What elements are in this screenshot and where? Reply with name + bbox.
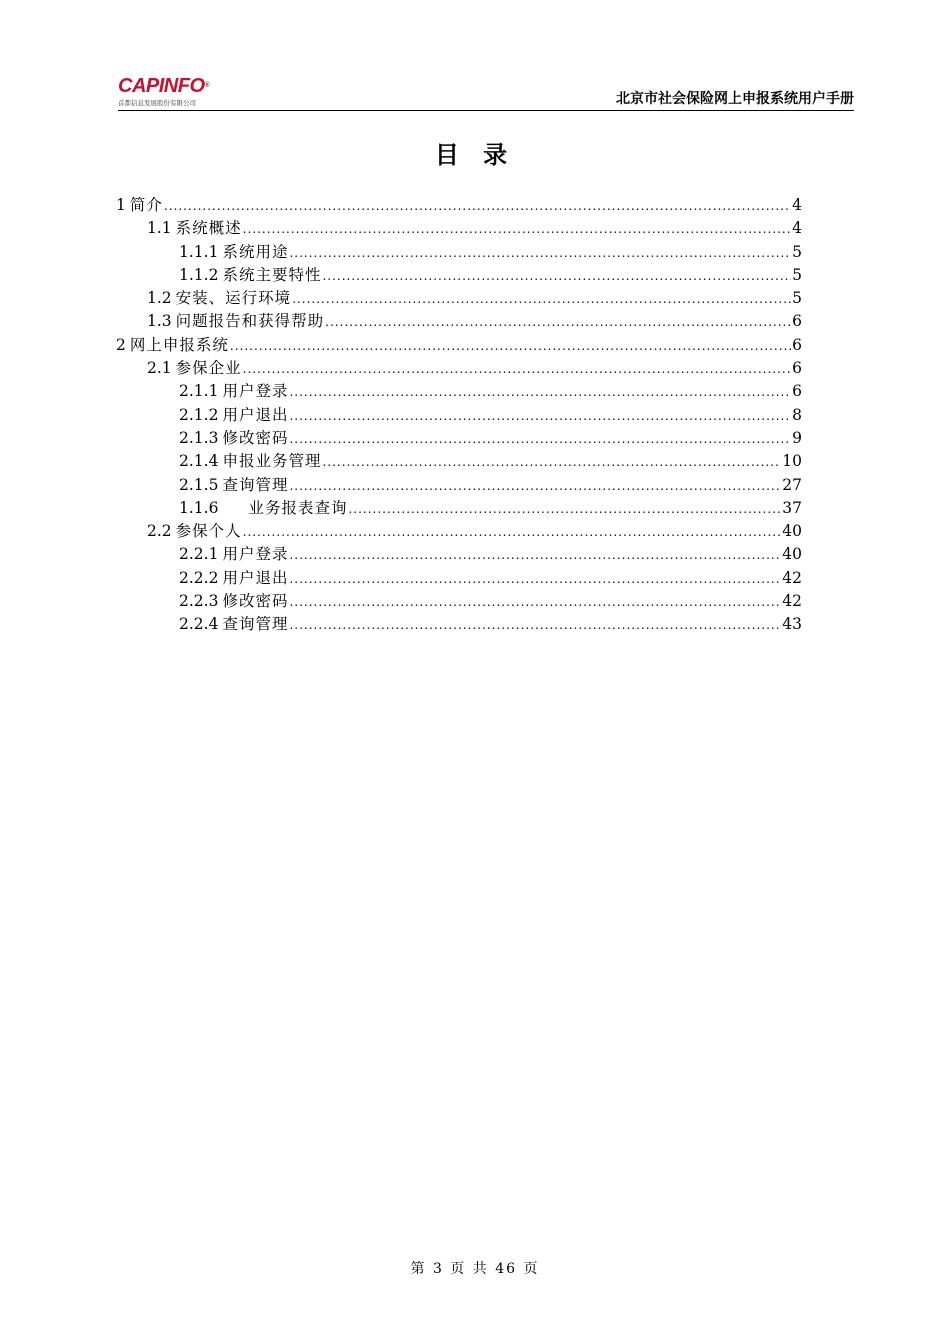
toc-entry-label: 系统用途: [222, 242, 289, 261]
toc-entry[interactable]: [116, 612, 802, 635]
toc-entry-label: 查询管理: [222, 475, 289, 494]
toc-entry-page: 40: [782, 522, 802, 541]
toc-entry-number: 2.1.5: [179, 475, 219, 494]
page-footer: 第 3 页 共 46 页: [410, 1261, 540, 1277]
toc-entry-label: 网上申报系统: [129, 335, 229, 354]
logo-text: CAPINFO: [118, 75, 205, 97]
capinfo-logo: [118, 76, 238, 110]
table-of-contents: [116, 193, 802, 636]
toc-entry[interactable]: [116, 403, 802, 426]
toc-entry[interactable]: [116, 519, 802, 542]
toc-leader-dots: [289, 479, 781, 493]
toc-entry-page: 37: [782, 498, 802, 517]
toc-entry-number: 1.3: [147, 312, 172, 331]
toc-entry-page: 27: [782, 475, 802, 494]
toc-entry-number: 1.1: [147, 219, 172, 238]
toc-entry[interactable]: [116, 356, 802, 379]
toc-entry-number: 1.2: [147, 289, 172, 308]
toc-entry-page: 5: [792, 289, 802, 308]
toc-entry-page: 42: [782, 592, 802, 611]
toc-entry-label: 修改密码: [222, 428, 289, 447]
toc-entry[interactable]: [116, 566, 802, 589]
toc-entry[interactable]: [116, 379, 802, 402]
page-header: [118, 72, 854, 111]
toc-leader-dots: [243, 222, 791, 236]
toc-entry[interactable]: [116, 426, 802, 449]
toc-entry-number: 2.2: [147, 522, 172, 541]
toc-entry-number: 2.1.3: [179, 428, 219, 447]
toc-leader-dots: [289, 385, 791, 399]
toc-entry-label: 业务报表查询: [248, 498, 348, 517]
document-title: 北京市社会保险网上申报系统用户手册: [616, 91, 854, 107]
toc-entry-number: 2.1: [147, 359, 172, 378]
toc-entry-page: 4: [792, 196, 802, 214]
toc-leader-dots: [289, 572, 781, 586]
toc-leader-dots: [243, 362, 791, 376]
toc-entry-page: 6: [792, 335, 802, 354]
toc-entry[interactable]: [116, 449, 802, 472]
toc-entry-page: 6: [792, 312, 802, 331]
toc-leader-dots: [289, 246, 791, 260]
toc-entry-number: 2.1.2: [179, 405, 219, 424]
toc-entry-number: 2: [116, 335, 126, 354]
toc-entry-number: 1: [116, 196, 126, 214]
toc-entry-number: 2.1.4: [179, 452, 219, 471]
toc-entry-number: 1.1.1: [179, 242, 219, 261]
toc-entry-number: 1.1.2: [179, 265, 219, 284]
toc-leader-dots: [289, 432, 791, 446]
toc-entry-page: 9: [792, 428, 802, 447]
toc-entry-label: 系统概述: [175, 219, 242, 238]
toc-entry-page: 10: [782, 452, 802, 471]
toc-entry-page: 42: [782, 568, 802, 587]
toc-leader-dots: [289, 595, 781, 609]
toc-leader-dots: [164, 199, 791, 213]
toc-entry-number: 2.2.2: [179, 568, 219, 587]
toc-entry-label: 用户退出: [222, 405, 289, 424]
toc-entry-label: 安装、运行环境: [175, 289, 292, 308]
toc-entry-label: 简介: [129, 196, 163, 214]
toc-entry-page: 43: [782, 615, 802, 634]
toc-leader-dots: [230, 339, 791, 353]
toc-leader-dots: [289, 409, 791, 423]
registered-mark: ®: [204, 82, 210, 89]
toc-entry-page: 4: [792, 219, 802, 238]
toc-entry-label: 参保个人: [175, 522, 242, 541]
toc-entry[interactable]: [116, 216, 802, 239]
toc-entry-number: 1.1.6: [179, 498, 219, 517]
toc-entry-label: 用户登录: [222, 382, 289, 401]
toc-entry[interactable]: [116, 542, 802, 565]
toc-entry-number: 2.1.1: [179, 382, 219, 401]
toc-leader-dots: [325, 315, 791, 329]
toc-entry[interactable]: [116, 286, 802, 309]
toc-leader-dots: [322, 455, 781, 469]
toc-entry[interactable]: [116, 240, 802, 263]
toc-entry[interactable]: [116, 309, 802, 332]
toc-entry-page: 40: [782, 545, 802, 564]
toc-leader-dots: [322, 269, 791, 283]
toc-entry-label: 查询管理: [222, 615, 289, 634]
toc-entry-label: 用户退出: [222, 568, 289, 587]
toc-entry[interactable]: [116, 473, 802, 496]
toc-leader-dots: [243, 525, 782, 539]
logo-subtitle: 首都信息发展股份有限公司: [118, 99, 196, 107]
toc-entry[interactable]: [116, 193, 802, 216]
toc-entry[interactable]: [116, 333, 802, 356]
toc-entry-page: 5: [792, 242, 802, 261]
toc-heading: 目 录: [434, 141, 516, 169]
toc-entry-page: 6: [792, 382, 802, 401]
toc-entry[interactable]: [116, 496, 802, 519]
toc-entry[interactable]: [116, 589, 802, 612]
toc-entry[interactable]: [116, 263, 802, 286]
toc-entry-label: 修改密码: [222, 592, 289, 611]
toc-entry-number: 2.2.1: [179, 545, 219, 564]
toc-entry-page: 8: [792, 405, 802, 424]
toc-entry-label: 用户登录: [222, 545, 289, 564]
toc-entry-page: 5: [792, 265, 802, 284]
toc-leader-dots: [348, 502, 781, 516]
toc-entry-number: 2.2.3: [179, 592, 219, 611]
toc-entry-label: 申报业务管理: [222, 452, 322, 471]
toc-leader-dots: [289, 618, 781, 632]
toc-entry-number: 2.2.4: [179, 615, 219, 634]
toc-entry-label: 参保企业: [175, 359, 242, 378]
toc-entry-label: 问题报告和获得帮助: [175, 312, 325, 331]
toc-entry-page: 6: [792, 359, 802, 378]
toc-leader-dots: [292, 292, 791, 306]
toc-entry-label: 系统主要特性: [222, 265, 322, 284]
toc-leader-dots: [289, 548, 781, 562]
